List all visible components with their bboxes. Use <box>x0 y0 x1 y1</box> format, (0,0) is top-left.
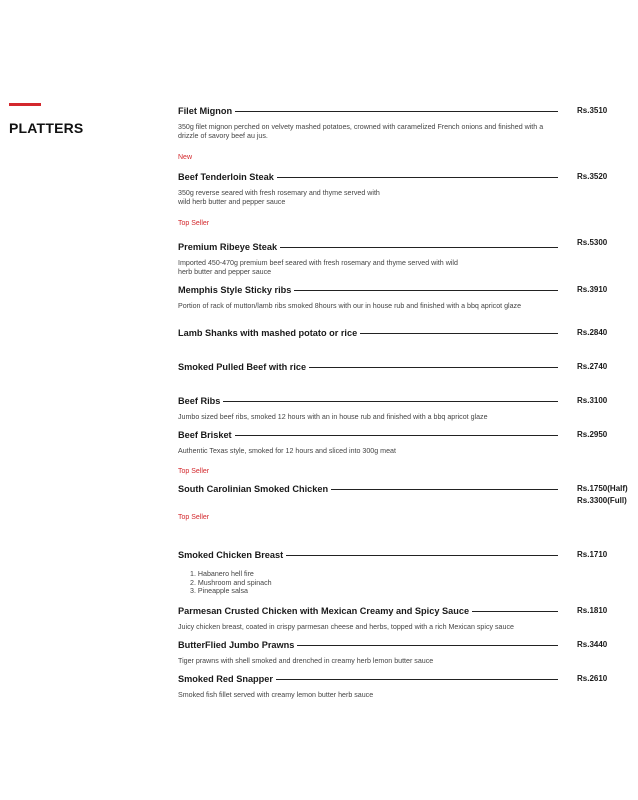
menu-item <box>178 550 630 596</box>
item-price: Rs.3910 <box>577 285 608 294</box>
item-price: Rs.2840 <box>577 328 608 337</box>
item-name: Beef Ribs <box>178 396 223 407</box>
item-description: Smoked fish fillet served with creamy lemon butter herb sauce <box>178 691 374 699</box>
menu-item <box>178 328 630 342</box>
item-price: Rs.3440 <box>577 640 608 649</box>
item-name: Smoked Pulled Beef with rice <box>178 362 309 373</box>
item-description: Jumbo sized beef ribs, smoked 12 hours with an in house rub and finished with a bbq apricot glaze <box>178 413 488 421</box>
item-price-full: Rs.3300(Full) <box>577 496 627 505</box>
item-name: Lamb Shanks with mashed potato or rice <box>178 328 360 339</box>
menu-item <box>178 285 630 311</box>
menu-item <box>178 674 630 700</box>
leader-line <box>178 435 558 436</box>
item-description: Authentic Texas style, smoked for 12 hours and sliced into 300g meat <box>178 447 396 455</box>
section-title: PLATTERS <box>9 120 84 136</box>
menu-item <box>178 106 630 141</box>
item-description: Portion of rack of mutton/lamb ribs smoked 8hours with our in house rub and finished with a bbq apricot glaze <box>178 302 522 310</box>
badge-top-seller: Top Seller <box>178 468 210 475</box>
item-description: Imported 450-470g premium beef seared with fresh rosemary and thyme served with wild herb butter and pepper sauce <box>178 259 458 276</box>
item-name: Memphis Style Sticky ribs <box>178 285 294 296</box>
item-name: Filet Mignon <box>178 106 235 117</box>
menu-item <box>178 430 630 456</box>
item-price: Rs.2610 <box>577 674 608 683</box>
list-item: 3. Pineapple salsa <box>190 587 248 595</box>
menu-item <box>178 396 630 422</box>
leader-line <box>178 401 558 402</box>
item-description: Juicy chicken breast, coated in crispy parmesan cheese and herbs, topped with a rich Mexican spicy sauce <box>178 623 514 631</box>
item-price: Rs.1810 <box>577 606 608 615</box>
item-name: ButterFlied Jumbo Prawns <box>178 640 297 651</box>
menu-item <box>178 172 630 207</box>
item-description: 350g reverse seared with fresh rosemary and thyme served with wild herb butter and pepper sauce <box>178 189 380 206</box>
item-name: Premium Ribeye Steak <box>178 242 280 253</box>
item-name: Parmesan Crusted Chicken with Mexican Creamy and Spicy Sauce <box>178 606 472 617</box>
item-name: Smoked Chicken Breast <box>178 550 286 561</box>
menu-item <box>178 484 630 505</box>
menu-item <box>178 606 630 632</box>
item-description: Tiger prawns with shell smoked and drenched in creamy herb lemon butter sauce <box>178 657 434 665</box>
item-price: Rs.3100 <box>577 396 608 405</box>
menu-item <box>178 640 630 666</box>
item-price: Rs.3520 <box>577 172 608 181</box>
menu-item <box>178 238 630 277</box>
item-price: Rs.2740 <box>577 362 608 371</box>
menu-item <box>178 362 630 376</box>
item-name: South Carolinian Smoked Chicken <box>178 484 331 495</box>
item-price: Rs.3510 <box>577 106 608 115</box>
badge-new: New <box>178 154 193 161</box>
section-accent-bar <box>9 103 41 106</box>
item-price: Rs.5300 <box>577 238 608 247</box>
item-price: Rs.1710 <box>577 550 608 559</box>
badge-top-seller: Top Seller <box>178 220 210 227</box>
item-name: Smoked Red Snapper <box>178 674 276 685</box>
list-item: 2. Mushroom and spinach <box>190 578 272 587</box>
item-price-half: Rs.1750(Half) <box>577 484 628 493</box>
item-name: Beef Tenderloin Steak <box>178 172 277 183</box>
item-price: Rs.2950 <box>577 430 608 439</box>
badge-top-seller: Top Seller <box>178 514 210 521</box>
item-description: 350g filet mignon perched on velvety mashed potatoes, crowned with caramelized French onions and finished with a drizzle of savory beef au jus. <box>178 123 544 140</box>
options-list <box>190 570 630 596</box>
item-name: Beef Brisket <box>178 430 235 441</box>
list-item: 1. Habanero hell fire <box>190 570 254 578</box>
